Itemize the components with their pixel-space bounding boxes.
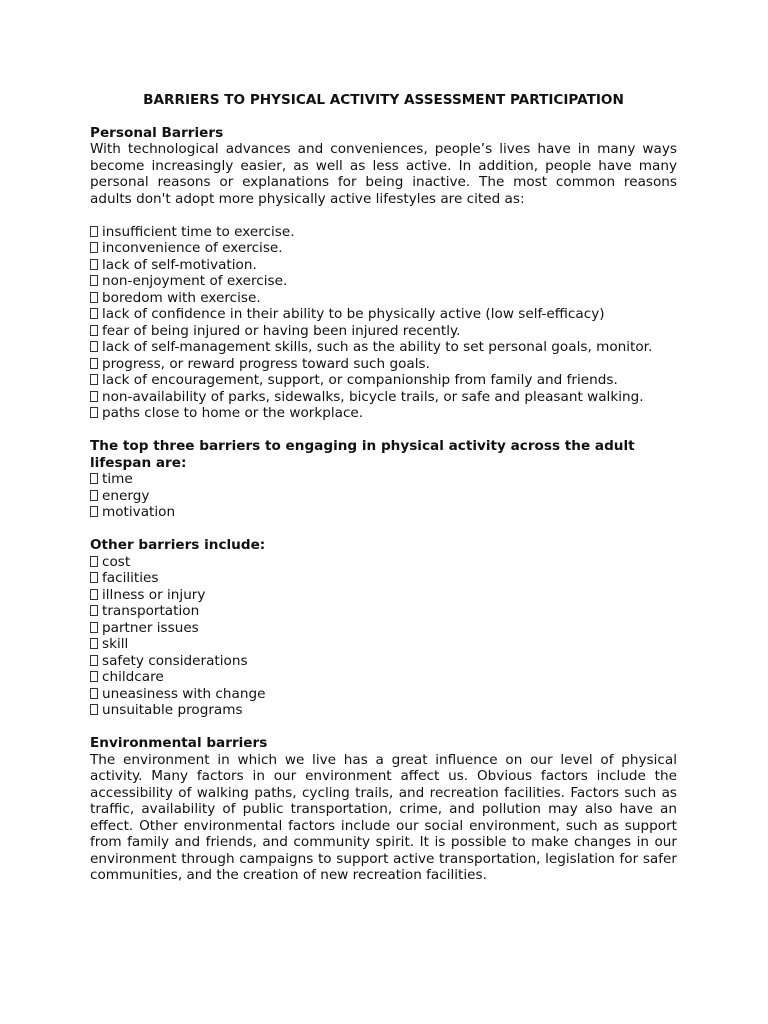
bullet-icon bbox=[90, 407, 98, 418]
bullet-icon bbox=[90, 572, 98, 583]
bullet-icon bbox=[90, 622, 98, 633]
list-item-text: non-enjoyment of exercise. bbox=[102, 273, 288, 289]
personal-barrier-item bbox=[90, 224, 677, 241]
bullet-icon bbox=[90, 688, 98, 699]
other-barrier-item bbox=[90, 554, 677, 571]
spacer bbox=[90, 422, 677, 439]
list-item-text: motivation bbox=[102, 504, 176, 520]
top-three-item bbox=[90, 504, 677, 521]
bullet-icon bbox=[90, 589, 98, 600]
bullet-icon bbox=[90, 671, 98, 682]
list-item-text: paths close to home or the workplace. bbox=[102, 405, 364, 421]
other-barriers-heading: Other barriers include: bbox=[90, 537, 266, 553]
environmental-barriers-paragraph: The environment in which we live has a great influence on our level of physical activity. Many factors in our environment affect us. Obvious factors include the accessibility of walking paths, cycling trails, and recreation facilities. Factors such as traffic, availability of public transportation, crime, and pollution may also have an effect. Other environmental factors include our social environment, such as support from family and friends, and community spirit. It is possible to make changes in our environment through campaigns to support active transportation, legislation for safer communities, and the creation of new recreation facilities. bbox=[90, 751, 677, 883]
bullet-icon bbox=[90, 358, 98, 369]
list-item-text: energy bbox=[102, 487, 150, 504]
other-barrier-item bbox=[90, 669, 677, 686]
list-item-text: progress, or reward progress toward such goals. bbox=[102, 355, 430, 372]
personal-barrier-item bbox=[90, 306, 677, 323]
list-item-text: cost bbox=[102, 553, 131, 570]
bullet-icon bbox=[90, 242, 98, 253]
bullet-icon bbox=[90, 704, 98, 715]
list-item-text: skill bbox=[102, 636, 129, 652]
other-barrier-item bbox=[90, 620, 677, 637]
list-item-text: illness or injury bbox=[102, 586, 206, 603]
personal-barriers-paragraph: With technological advances and conveniences, people’s lives have in many ways become increasingly easier, as well as less active. In addition, people have many personal reasons or explanations for being inactive. The most common reasons adults don't adopt more physically active lifestyles are cited as: bbox=[90, 141, 677, 207]
list-item-text: safety considerations bbox=[102, 652, 248, 669]
bullet-icon bbox=[90, 341, 98, 352]
spacer bbox=[90, 719, 677, 736]
other-barriers-list bbox=[90, 554, 677, 719]
environmental-barriers-heading: Environmental barriers bbox=[90, 735, 268, 751]
personal-barrier-item bbox=[90, 356, 677, 373]
bullet-icon bbox=[90, 391, 98, 402]
personal-barrier-item bbox=[90, 339, 677, 356]
spacer bbox=[90, 521, 677, 538]
list-item-text: inconvenience of exercise. bbox=[102, 240, 283, 256]
personal-barrier-item bbox=[90, 389, 677, 406]
bullet-icon bbox=[90, 226, 98, 237]
list-item-text: boredom with exercise. bbox=[102, 289, 261, 306]
top-three-item bbox=[90, 488, 677, 505]
personal-barrier-item bbox=[90, 290, 677, 307]
other-barrier-item bbox=[90, 636, 677, 653]
personal-barrier-item bbox=[90, 372, 677, 389]
personal-barrier-item bbox=[90, 323, 677, 340]
bullet-icon bbox=[90, 473, 98, 484]
bullet-icon bbox=[90, 490, 98, 501]
list-item-text: non-availability of parks, sidewalks, bicycle trails, or safe and pleasant walking. bbox=[102, 388, 644, 405]
list-item-text: partner issues bbox=[102, 619, 199, 636]
bullet-icon bbox=[90, 325, 98, 336]
list-item-text: insufficient time to exercise. bbox=[102, 223, 295, 240]
personal-barriers-list bbox=[90, 224, 677, 422]
personal-barrier-item bbox=[90, 257, 677, 274]
bullet-icon bbox=[90, 308, 98, 319]
personal-barrier-item bbox=[90, 240, 677, 257]
personal-barrier-item bbox=[90, 273, 677, 290]
document-title: BARRIERS TO PHYSICAL ACTIVITY ASSESSMENT PARTICIPATION bbox=[143, 92, 624, 108]
list-item-text: lack of confidence in their ability to be physically active (low self-efficacy) bbox=[102, 306, 605, 322]
bullet-icon bbox=[90, 374, 98, 385]
document-page bbox=[90, 92, 677, 884]
other-barrier-item bbox=[90, 603, 677, 620]
list-item-text: facilities bbox=[102, 570, 159, 586]
other-barrier-item bbox=[90, 686, 677, 703]
other-barrier-item bbox=[90, 570, 677, 587]
other-barrier-item bbox=[90, 587, 677, 604]
list-item-text: lack of self-motivation. bbox=[102, 256, 257, 273]
list-item-text: lack of encouragement, support, or companionship from family and friends. bbox=[102, 372, 618, 388]
bullet-icon bbox=[90, 655, 98, 666]
list-item-text: lack of self-management skills, such as the ability to set personal goals, monitor. bbox=[102, 339, 653, 355]
other-barrier-item bbox=[90, 702, 677, 719]
bullet-icon bbox=[90, 605, 98, 616]
top-three-item bbox=[90, 471, 677, 488]
other-barrier-item bbox=[90, 653, 677, 670]
list-item-text: uneasiness with change bbox=[102, 685, 266, 702]
bullet-icon bbox=[90, 638, 98, 649]
list-item-text: fear of being injured or having been injured recently. bbox=[102, 322, 461, 339]
list-item-text: unsuitable programs bbox=[102, 702, 243, 718]
top-three-list bbox=[90, 471, 677, 521]
personal-barrier-item bbox=[90, 405, 677, 422]
bullet-icon bbox=[90, 259, 98, 270]
list-item-text: transportation bbox=[102, 603, 200, 619]
bullet-icon bbox=[90, 292, 98, 303]
personal-barriers-heading: Personal Barriers bbox=[90, 124, 224, 141]
spacer bbox=[90, 207, 677, 224]
bullet-icon bbox=[90, 506, 98, 517]
list-item-text: time bbox=[102, 471, 133, 487]
bullet-icon bbox=[90, 556, 98, 567]
top-three-heading: The top three barriers to engaging in physical activity across the adult lifespan are: bbox=[90, 438, 635, 471]
bullet-icon bbox=[90, 275, 98, 286]
list-item-text: childcare bbox=[102, 669, 164, 685]
